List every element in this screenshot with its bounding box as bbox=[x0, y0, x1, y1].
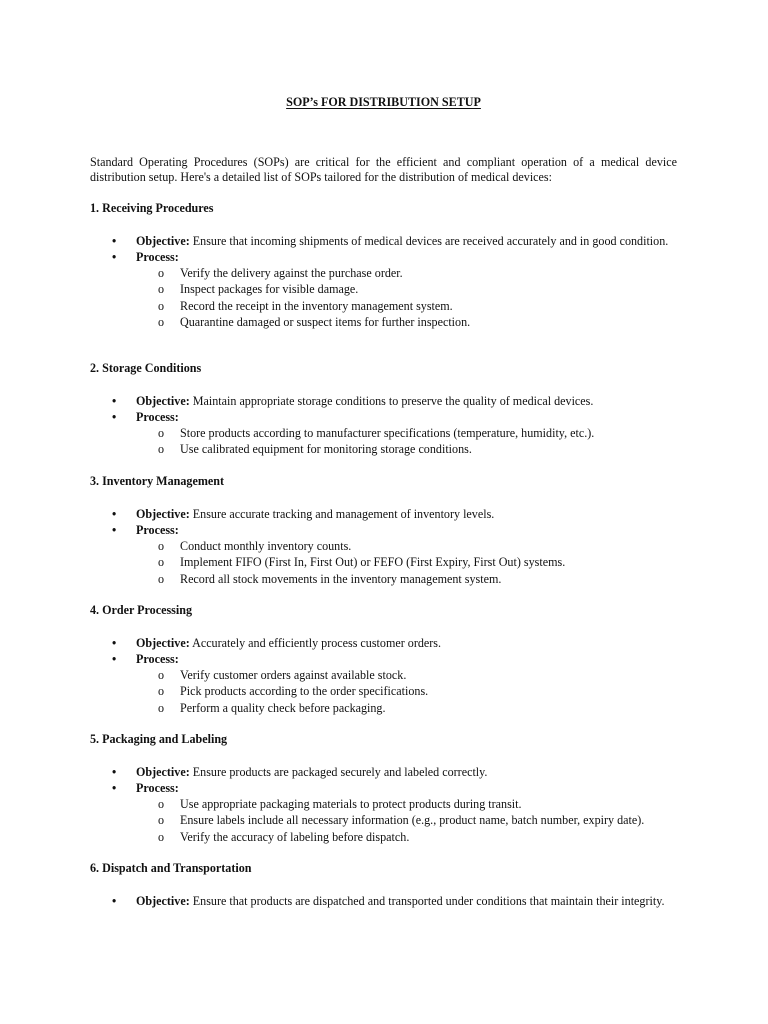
step-item bbox=[90, 668, 677, 683]
process-item bbox=[90, 652, 677, 716]
objective-item bbox=[90, 234, 677, 249]
circle-bullet-icon: o bbox=[158, 813, 165, 828]
step-list bbox=[136, 797, 677, 845]
section-dispatch-and-transportation bbox=[90, 861, 677, 910]
bullet-icon: • bbox=[112, 651, 117, 666]
objective-item bbox=[90, 394, 677, 409]
section-order-processing bbox=[90, 603, 677, 716]
objective-label: Objective: bbox=[136, 394, 190, 409]
circle-bullet-icon: o bbox=[158, 555, 165, 570]
bullet-list bbox=[90, 636, 677, 716]
step-text: Verify the accuracy of labeling before dispatch. bbox=[180, 829, 410, 844]
process-label: Process: bbox=[136, 780, 179, 795]
step-item bbox=[90, 830, 677, 845]
section-heading: 4. Order Processing bbox=[90, 603, 192, 617]
process-label: Process: bbox=[136, 409, 179, 424]
circle-bullet-icon: o bbox=[158, 266, 165, 281]
circle-bullet-icon: o bbox=[158, 684, 165, 699]
step-text: Verify the delivery against the purchase order. bbox=[180, 266, 403, 281]
circle-bullet-icon: o bbox=[158, 668, 165, 683]
objective-text: Accurately and efficiently process customer orders. bbox=[189, 636, 442, 651]
section-heading: 6. Dispatch and Transportation bbox=[90, 861, 252, 875]
circle-bullet-icon: o bbox=[158, 571, 165, 586]
circle-bullet-icon: o bbox=[158, 426, 165, 441]
step-item bbox=[90, 572, 677, 587]
step-item bbox=[90, 539, 677, 554]
step-text: Conduct monthly inventory counts. bbox=[180, 539, 352, 554]
step-text: Use appropriate packaging materials to protect products during transit. bbox=[180, 797, 522, 812]
section-receiving-procedures bbox=[90, 201, 677, 330]
circle-bullet-icon: o bbox=[158, 797, 165, 812]
process-label: Process: bbox=[136, 249, 179, 264]
objective-text: Maintain appropriate storage conditions to preserve the quality of medical devices. bbox=[189, 394, 594, 409]
step-item bbox=[90, 701, 677, 716]
objective-label: Objective: bbox=[136, 636, 190, 651]
step-text: Record all stock movements in the inventory management system. bbox=[180, 571, 502, 586]
step-text: Record the receipt in the inventory management system. bbox=[180, 298, 453, 313]
circle-bullet-icon: o bbox=[158, 298, 165, 313]
section-heading: 5. Packaging and Labeling bbox=[90, 732, 228, 746]
step-item bbox=[90, 266, 677, 281]
objective-text: Ensure that incoming shipments of medical devices are received accurately and in good condition. bbox=[189, 234, 669, 249]
step-item bbox=[90, 426, 677, 441]
bullet-icon: • bbox=[112, 522, 117, 537]
objective-text: Ensure that products are dispatched and transported under conditions that maintain their integrity. bbox=[189, 894, 665, 909]
step-text: Store products according to manufacturer specifications (temperature, humidity, etc.). bbox=[180, 426, 595, 441]
bullet-icon: • bbox=[112, 894, 117, 909]
section-heading: 3. Inventory Management bbox=[90, 474, 225, 488]
step-text: Verify customer orders against available stock. bbox=[180, 668, 407, 683]
bullet-icon: • bbox=[112, 249, 117, 264]
bullet-list bbox=[90, 234, 677, 330]
step-text: Perform a quality check before packaging. bbox=[180, 700, 386, 715]
bullet-icon: • bbox=[112, 507, 117, 522]
bullet-icon: • bbox=[112, 394, 117, 409]
process-label: Process: bbox=[136, 651, 179, 666]
objective-label: Objective: bbox=[136, 765, 190, 780]
objective-item bbox=[90, 507, 677, 522]
document-page bbox=[90, 0, 677, 1024]
circle-bullet-icon: o bbox=[158, 282, 165, 297]
section-heading: 2. Storage Conditions bbox=[90, 361, 202, 375]
step-text: Inspect packages for visible damage. bbox=[180, 282, 359, 297]
step-list bbox=[136, 539, 677, 587]
circle-bullet-icon: o bbox=[158, 829, 165, 844]
document-title: SOP’s FOR DISTRIBUTION SETUP bbox=[286, 95, 481, 109]
step-item bbox=[90, 315, 677, 330]
section-heading: 1. Receiving Procedures bbox=[90, 201, 214, 215]
circle-bullet-icon: o bbox=[158, 700, 165, 715]
intro-paragraph: Standard Operating Procedures (SOPs) are critical for the efficient and compliant operation of a medical device distribution setup. Here's a detailed list of SOPs tailored for the distribution of medical devices: bbox=[90, 155, 677, 185]
bullet-list bbox=[90, 765, 677, 845]
step-item bbox=[90, 813, 677, 828]
bullet-icon: • bbox=[112, 765, 117, 780]
process-item bbox=[90, 410, 677, 458]
step-list bbox=[136, 668, 677, 716]
step-text: Quarantine damaged or suspect items for further inspection. bbox=[180, 315, 471, 329]
bullet-list bbox=[90, 507, 677, 587]
objective-label: Objective: bbox=[136, 507, 190, 522]
bullet-icon: • bbox=[112, 234, 117, 249]
bullet-icon: • bbox=[112, 780, 117, 795]
step-item bbox=[90, 282, 677, 297]
bullet-list bbox=[90, 894, 677, 909]
objective-item bbox=[90, 636, 677, 651]
process-item bbox=[90, 781, 677, 845]
process-label: Process: bbox=[136, 522, 179, 537]
bullet-icon: • bbox=[112, 636, 117, 651]
step-list bbox=[136, 426, 677, 458]
objective-item bbox=[90, 894, 677, 909]
section-inventory-management bbox=[90, 474, 677, 587]
process-item bbox=[90, 523, 677, 587]
circle-bullet-icon: o bbox=[158, 539, 165, 554]
bullet-list bbox=[90, 394, 677, 457]
section-packaging-and-labeling bbox=[90, 732, 677, 845]
step-text: Implement FIFO (First In, First Out) or FEFO (First Expiry, First Out) systems. bbox=[180, 555, 566, 570]
objective-text: Ensure accurate tracking and management of inventory levels. bbox=[189, 507, 495, 522]
bullet-icon: • bbox=[112, 409, 117, 424]
circle-bullet-icon: o bbox=[158, 442, 165, 457]
step-text: Ensure labels include all necessary information (e.g., product name, batch number, expiry date). bbox=[180, 813, 645, 828]
step-item bbox=[90, 555, 677, 570]
step-text: Pick products according to the order specifications. bbox=[180, 684, 429, 699]
objective-item bbox=[90, 765, 677, 780]
process-item bbox=[90, 250, 677, 331]
objective-text: Ensure products are packaged securely and labeled correctly. bbox=[189, 765, 488, 780]
step-list bbox=[136, 266, 677, 330]
step-item bbox=[90, 442, 677, 457]
step-text: Use calibrated equipment for monitoring storage conditions. bbox=[180, 442, 472, 457]
objective-label: Objective: bbox=[136, 234, 190, 249]
objective-label: Objective: bbox=[136, 894, 190, 909]
section-storage-conditions bbox=[90, 361, 677, 458]
circle-bullet-icon: o bbox=[158, 315, 165, 329]
step-item bbox=[90, 684, 677, 699]
step-item bbox=[90, 797, 677, 812]
step-item bbox=[90, 299, 677, 314]
